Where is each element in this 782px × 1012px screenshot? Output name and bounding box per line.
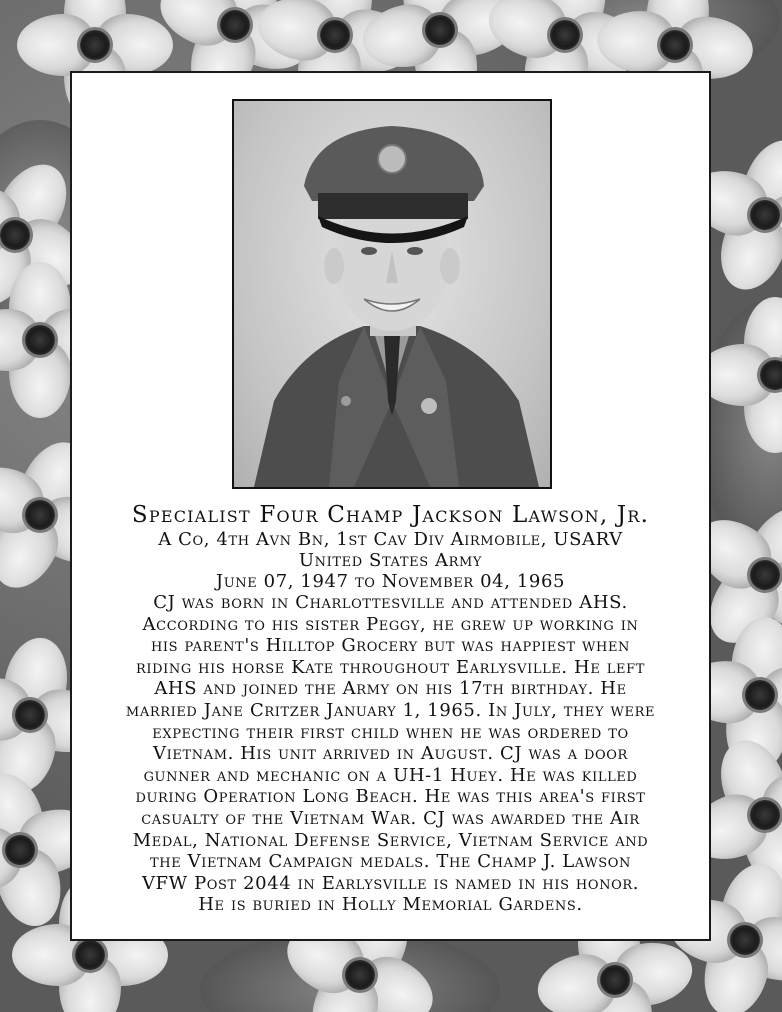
branch-line: United States Army <box>298 550 483 571</box>
bio-line: He is buried in Holly Memorial Gardens. <box>198 894 583 916</box>
dates-line: June 07, 1947 to November 04, 1965 <box>215 571 566 592</box>
bio-line: riding his horse Kate throughout Earlysville. He left <box>136 656 645 678</box>
bio-line: VFW Post 2044 in Earlysville is named in his honor. <box>141 872 640 894</box>
bio-line: the Vietnam Campaign medals. The Champ J. Lawson <box>150 851 631 873</box>
unit-line: A Co, 4th Avn Bn, 1st Cav Div Airmobile, USARV <box>158 529 623 550</box>
memorial-text <box>72 501 709 916</box>
memorial-panel <box>70 71 711 941</box>
bio-line: his parent's Hilltop Grocery but was happiest when <box>150 635 631 657</box>
bio-line: According to his sister Peggy, he grew up working in <box>142 613 639 635</box>
portrait-frame <box>232 99 552 489</box>
bio-line: CJ was born in Charlottesville and attended AHS. <box>153 592 628 613</box>
dogwood-flower <box>700 300 782 450</box>
soldier-portrait-illustration <box>234 101 550 487</box>
bio-line: married Jane Critzer January 1, 1965. In July, they were <box>125 699 656 721</box>
bio-line: AHS and joined the Army on his 17th birthday. He <box>154 678 627 700</box>
bio-line: during Operation Long Beach. He was this area's first <box>135 786 646 808</box>
bio-line: expecting their first child when he was ordered to <box>152 721 629 743</box>
bio-line: gunner and mechanic on a UH-1 Huey. He was killed <box>143 764 638 786</box>
soldier-portrait-photo <box>234 101 550 487</box>
bio-line: casualty of the Vietnam War. CJ was awarded the Air <box>141 807 640 829</box>
bio-line: Medal, National Defense Service, Vietnam Service and <box>132 829 649 851</box>
soldier-name: Specialist Four Champ Jackson Lawson, Jr. <box>131 502 650 528</box>
bio-line: Vietnam. His unit arrived in August. CJ was a door <box>153 743 628 765</box>
